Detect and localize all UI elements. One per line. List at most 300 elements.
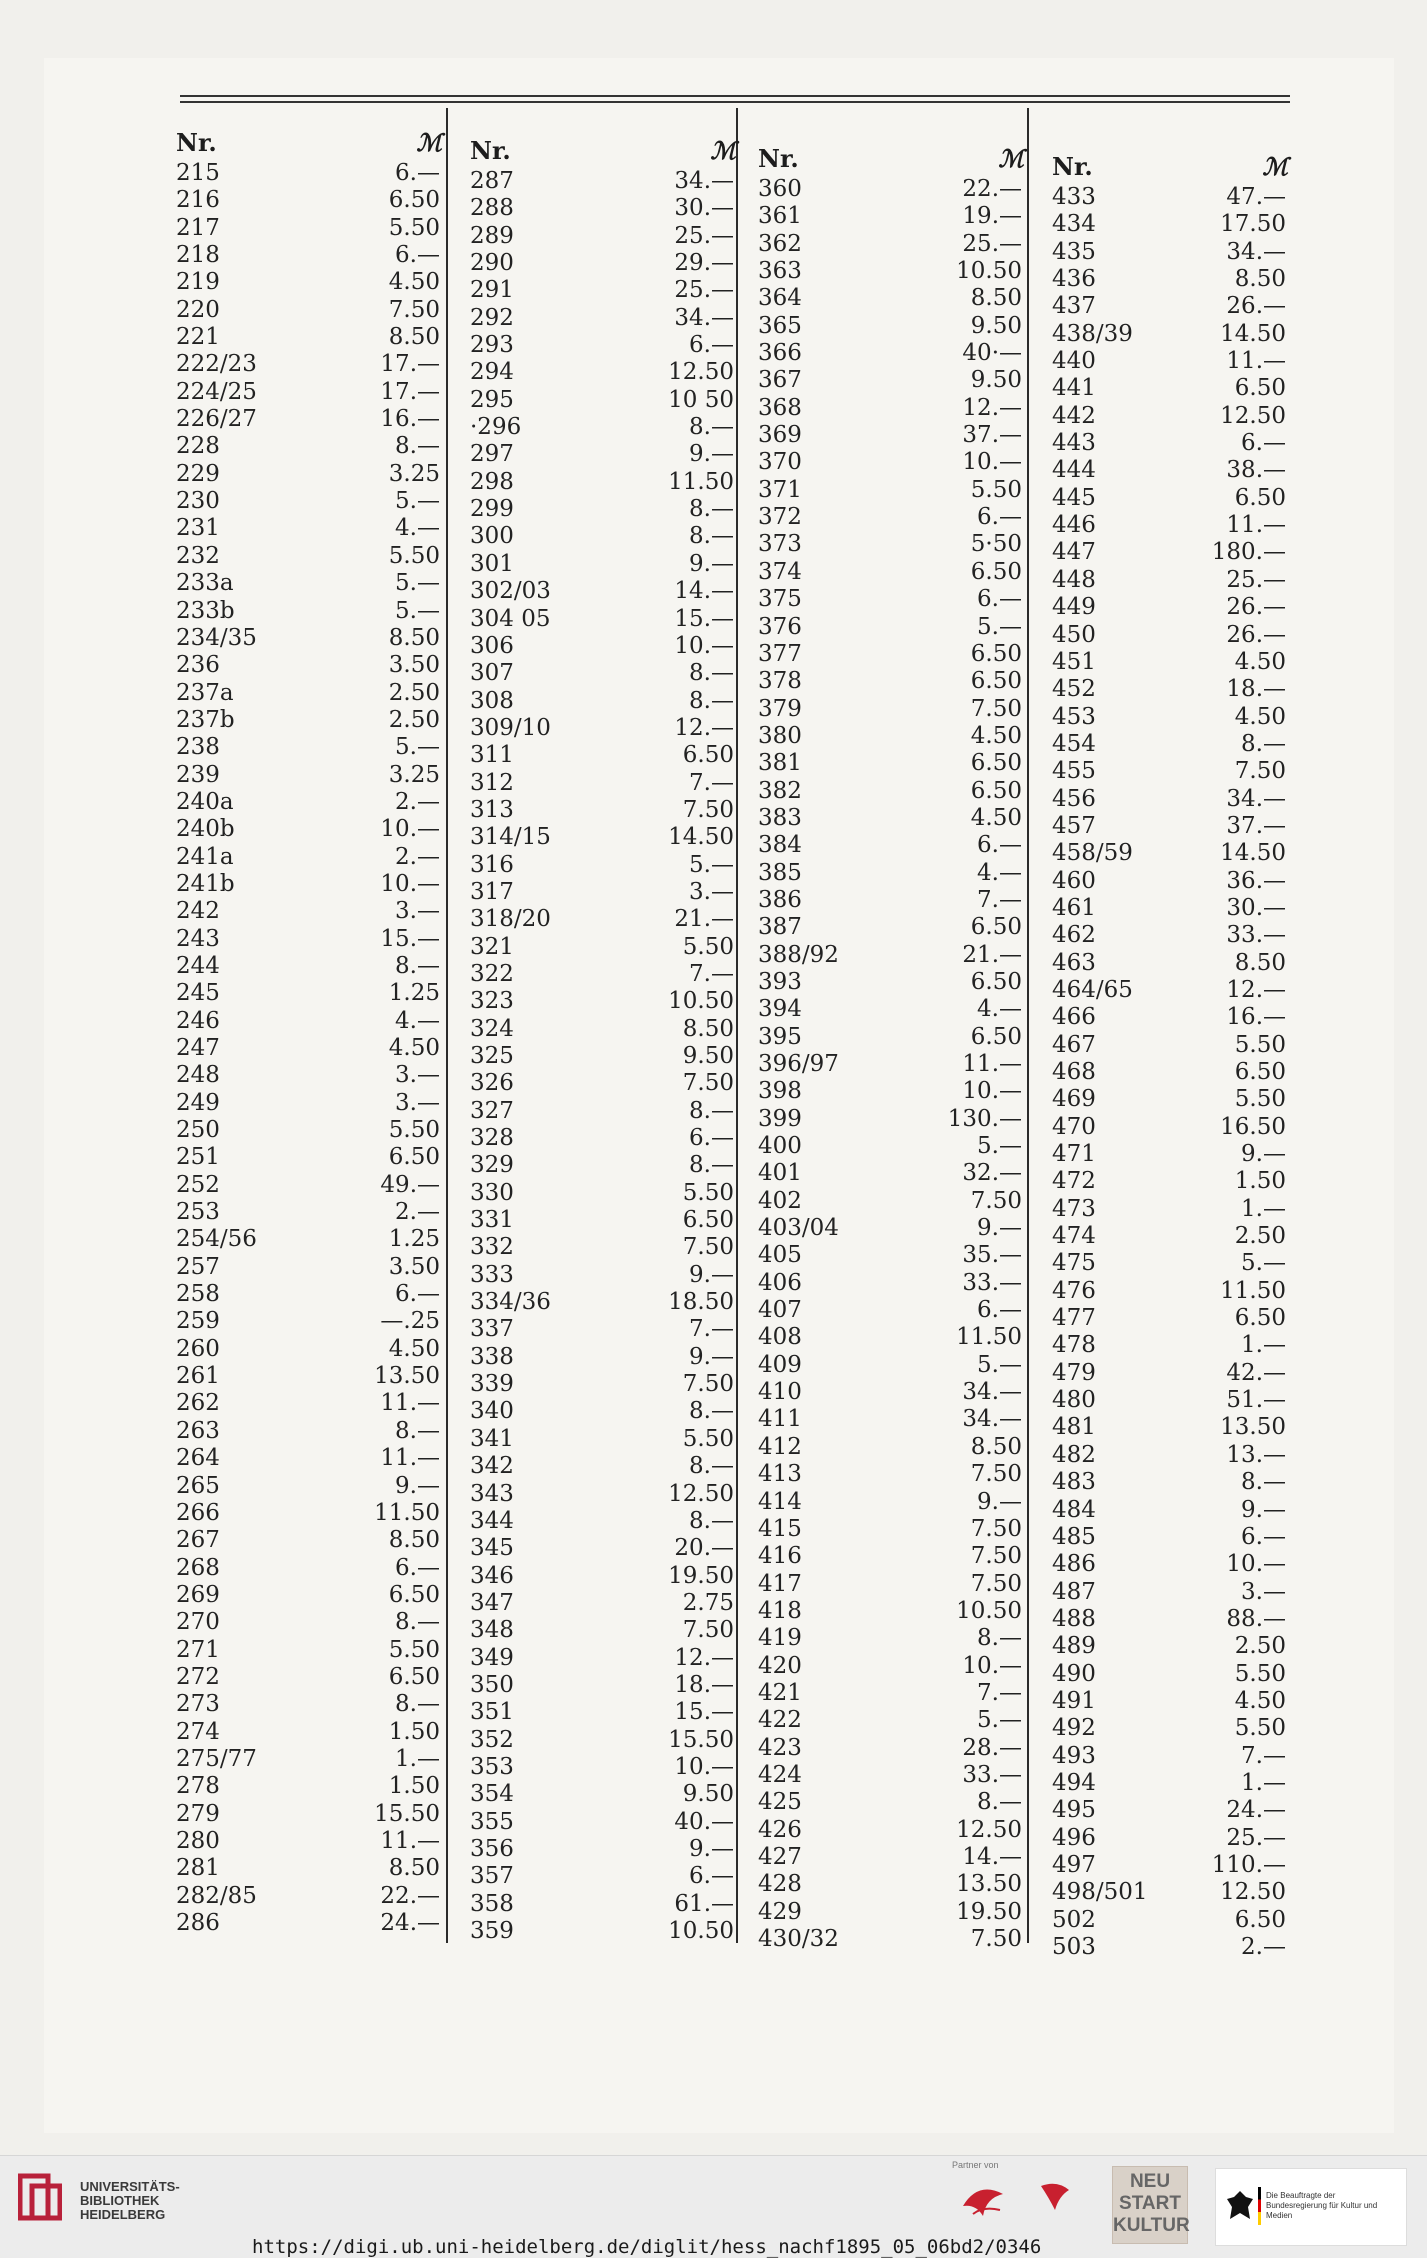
- table-row: [1052, 321, 1292, 348]
- lot-number: 362: [758, 230, 802, 257]
- lot-price: 6.—: [689, 332, 734, 359]
- lot-number: 239: [176, 761, 220, 788]
- lot-price: 4.—: [395, 1007, 440, 1034]
- lot-number: 349: [470, 1644, 514, 1671]
- table-row: [1052, 758, 1292, 785]
- lot-number: 352: [470, 1726, 514, 1753]
- lot-price: 6.—: [977, 504, 1022, 531]
- table-row: [470, 770, 740, 797]
- lot-price: 7.50: [970, 1543, 1022, 1570]
- lot-number: 466: [1052, 1004, 1096, 1031]
- lot-price: 6.50: [1234, 1305, 1286, 1332]
- lot-price: 6.—: [395, 242, 440, 269]
- lot-price: 110.—: [1211, 1851, 1286, 1878]
- bkm-logo[interactable]: [1215, 2168, 1407, 2246]
- lot-number: 341: [470, 1425, 514, 1452]
- table-row: [1052, 1688, 1292, 1715]
- lot-number: 290: [470, 250, 514, 277]
- partner-logo-icon[interactable]: [958, 2176, 1008, 2226]
- lot-price: 2.50: [1234, 1633, 1286, 1660]
- lot-number: 393: [758, 968, 802, 995]
- lot-price: 2.—: [395, 843, 440, 870]
- table-row: [1052, 184, 1292, 211]
- table-row: [1052, 1332, 1292, 1359]
- lot-number: 417: [758, 1570, 802, 1597]
- table-row: [176, 1390, 446, 1417]
- lot-price: 6.—: [1241, 430, 1286, 457]
- table-row: [470, 1617, 740, 1644]
- lot-number: 313: [470, 796, 514, 823]
- lot-number: 481: [1052, 1414, 1096, 1441]
- lot-number: 482: [1052, 1441, 1096, 1468]
- table-row: [758, 860, 1028, 887]
- lot-number: 442: [1052, 402, 1096, 429]
- table-row: [1052, 266, 1292, 293]
- table-row: [470, 1836, 740, 1863]
- lot-number: 485: [1052, 1523, 1096, 1550]
- lot-price: 15.50: [668, 1726, 734, 1753]
- lot-price: 6.50: [388, 1144, 440, 1171]
- lot-price: 10.50: [956, 258, 1022, 285]
- lot-number: 230: [176, 488, 220, 515]
- lot-number: 250: [176, 1117, 220, 1144]
- lot-number: 434: [1052, 211, 1096, 238]
- lot-number: 420: [758, 1652, 802, 1679]
- table-row: [1052, 1223, 1292, 1250]
- page-url[interactable]: https://digi.ub.uni-heidelberg.de/diglit/hess_nachf1895_05_06bd2/0346: [252, 2236, 1042, 2258]
- lot-number: 468: [1052, 1059, 1096, 1085]
- table-row: [1052, 457, 1292, 484]
- lot-number: 280: [176, 1827, 220, 1854]
- lot-price: 33.—: [1226, 922, 1286, 949]
- partner-logo-2-icon[interactable]: [1035, 2176, 1077, 2218]
- lot-number: 413: [758, 1461, 802, 1488]
- table-row: [176, 1719, 446, 1746]
- lot-price: 11.—: [380, 1827, 440, 1854]
- table-row: [758, 586, 1028, 613]
- lot-number: 343: [470, 1480, 514, 1507]
- lot-number: 486: [1052, 1551, 1096, 1578]
- table-row: [758, 1735, 1028, 1762]
- lot-price: 7.50: [682, 1070, 734, 1097]
- table-row: [176, 570, 446, 597]
- ub-heidelberg-logo[interactable]: [18, 2166, 178, 2230]
- lot-price: 34.—: [1226, 785, 1286, 812]
- table-row: [176, 680, 446, 707]
- lot-number: 302/03: [470, 578, 551, 605]
- table-row: [1052, 1825, 1292, 1852]
- lot-price: 8.—: [689, 523, 734, 550]
- table-row: [758, 1680, 1028, 1707]
- lot-price: 2.—: [1241, 1934, 1286, 1960]
- lot-number: 464/65: [1052, 976, 1133, 1003]
- table-row: [1052, 895, 1292, 922]
- table-row: [758, 1188, 1028, 1215]
- lot-number: 491: [1052, 1687, 1096, 1714]
- table-row: [176, 1801, 446, 1828]
- table-row: [176, 1363, 446, 1390]
- lot-price: 8.—: [395, 433, 440, 460]
- table-row: [758, 805, 1028, 832]
- lot-price: 3.25: [388, 460, 440, 487]
- lot-price: 1.—: [1241, 1195, 1286, 1222]
- lot-price: 20.—: [674, 1535, 734, 1562]
- table-row: [470, 852, 740, 879]
- lot-price: 16.—: [1226, 1004, 1286, 1031]
- lot-price: 38.—: [1226, 457, 1286, 484]
- table-row: [758, 887, 1028, 914]
- lot-price: 10.—: [674, 1753, 734, 1780]
- table-row: [758, 1817, 1028, 1844]
- lot-price: —.25: [380, 1308, 440, 1335]
- lot-number: 247: [176, 1035, 220, 1061]
- lot-price: 5.50: [682, 1179, 734, 1206]
- lot-price: 47.—: [1226, 184, 1286, 210]
- lot-number: 258: [176, 1281, 220, 1308]
- lot-number: 350: [470, 1671, 514, 1698]
- lot-price: 6.50: [682, 1207, 734, 1234]
- lot-number: 461: [1052, 894, 1096, 921]
- lot-price: 6.50: [970, 750, 1022, 777]
- lot-price: 25.—: [674, 222, 734, 249]
- lot-number: 279: [176, 1800, 220, 1827]
- table-row: [758, 1215, 1028, 1242]
- table-row: [176, 789, 446, 816]
- lot-number: 423: [758, 1734, 802, 1761]
- table-row: [176, 844, 446, 871]
- lot-number: 450: [1052, 621, 1096, 648]
- lot-price: 12.50: [1220, 1879, 1286, 1906]
- lot-number: 307: [470, 660, 514, 687]
- lot-price: 8.—: [689, 1507, 734, 1534]
- lot-price: 5.50: [388, 542, 440, 569]
- lot-price: 8.—: [689, 660, 734, 687]
- lot-number: 426: [758, 1816, 802, 1843]
- lot-number: 494: [1052, 1769, 1096, 1796]
- table-row: [470, 742, 740, 769]
- table-column-3: [758, 140, 1028, 1953]
- table-row: [176, 980, 446, 1007]
- table-row: [1052, 1305, 1292, 1332]
- table-row: [758, 1571, 1028, 1598]
- lot-number: 452: [1052, 676, 1096, 703]
- lot-number: 333: [470, 1261, 514, 1288]
- table-row: [470, 1508, 740, 1535]
- lot-price: 6.—: [1241, 1523, 1286, 1550]
- lot-price: 8.50: [388, 1527, 440, 1554]
- lot-price: 17.50: [1220, 211, 1286, 238]
- lot-price: 5.50: [1234, 1031, 1286, 1058]
- lot-number: 329: [470, 1152, 514, 1179]
- lot-number: 244: [176, 952, 220, 979]
- lot-number: 398: [758, 1078, 802, 1105]
- lot-number: 469: [1052, 1086, 1096, 1113]
- lot-number: 342: [470, 1453, 514, 1480]
- lot-number: 414: [758, 1488, 802, 1515]
- lot-number: 402: [758, 1187, 802, 1214]
- lot-number: 249: [176, 1089, 220, 1116]
- lot-number: 242: [176, 898, 220, 925]
- lot-price: 17.—: [380, 351, 440, 378]
- lot-price: 37.—: [962, 422, 1022, 449]
- table-row: [176, 1609, 446, 1636]
- lot-number: 260: [176, 1335, 220, 1362]
- lot-number: 375: [758, 586, 802, 613]
- lot-price: 1.—: [1241, 1769, 1286, 1796]
- lot-price: 4.50: [388, 269, 440, 296]
- lot-number: 334/36: [470, 1289, 551, 1316]
- lot-price: 5.—: [395, 488, 440, 515]
- table-row: [176, 1883, 446, 1910]
- lot-price: 14.50: [1220, 840, 1286, 867]
- lot-price: 5.50: [388, 1636, 440, 1663]
- lot-price: 37.—: [1226, 812, 1286, 839]
- table-row: [758, 832, 1028, 859]
- lot-price: 28.—: [962, 1734, 1022, 1761]
- lot-number: 489: [1052, 1633, 1096, 1660]
- lot-number: 435: [1052, 238, 1096, 265]
- table-row: [470, 633, 740, 660]
- lot-number: 407: [758, 1297, 802, 1324]
- lot-price: 3.—: [689, 878, 734, 905]
- lot-price: 33.—: [962, 1761, 1022, 1788]
- lot-price: 6.50: [970, 777, 1022, 804]
- table-row: [758, 1489, 1028, 1516]
- lot-number: 268: [176, 1554, 220, 1581]
- table-row: [470, 1863, 740, 1890]
- table-row: [470, 414, 740, 441]
- lot-price: 7.50: [970, 1187, 1022, 1214]
- lot-price: 12.50: [956, 1816, 1022, 1843]
- table-row: [1052, 1606, 1292, 1633]
- table-row: [176, 1035, 446, 1062]
- lot-price: 4.50: [388, 1335, 440, 1362]
- lot-price: 4.50: [1234, 648, 1286, 675]
- table-row: [176, 1664, 446, 1691]
- table-row: [470, 1016, 740, 1043]
- lot-price: 10.—: [962, 1652, 1022, 1679]
- lot-price: 10.—: [962, 1078, 1022, 1105]
- lot-number: 376: [758, 613, 802, 640]
- lot-number: 262: [176, 1390, 220, 1417]
- lot-number: 251: [176, 1144, 220, 1171]
- lot-number: 309/10: [470, 714, 551, 741]
- lot-price: 12.50: [668, 1480, 734, 1507]
- lot-price: 8.50: [388, 1855, 440, 1882]
- table-row: [758, 723, 1028, 750]
- table-row: [758, 1106, 1028, 1133]
- lot-number: 306: [470, 632, 514, 659]
- table-row: [1052, 1414, 1292, 1441]
- table-row: [176, 543, 446, 570]
- lot-number: 382: [758, 777, 802, 804]
- lot-number: 328: [470, 1125, 514, 1152]
- lot-price: 7.50: [388, 296, 440, 323]
- table-row: [470, 578, 740, 605]
- table-row: [470, 688, 740, 715]
- lot-number: 297: [470, 441, 514, 468]
- lot-number: 467: [1052, 1031, 1096, 1058]
- lot-price: 24.—: [380, 1910, 440, 1936]
- lot-number: 371: [758, 476, 802, 503]
- lot-price: 5.50: [970, 476, 1022, 503]
- lot-price: 19.50: [956, 1898, 1022, 1925]
- lot-price: 1.50: [388, 1773, 440, 1800]
- lot-price: 2.50: [388, 706, 440, 733]
- lot-price: 5.50: [388, 214, 440, 241]
- lot-price: 1.50: [1234, 1168, 1286, 1195]
- lot-number: 368: [758, 394, 802, 421]
- lot-price: 7.50: [970, 695, 1022, 722]
- lot-number: 401: [758, 1160, 802, 1187]
- lot-number: 387: [758, 914, 802, 941]
- table-row: [470, 523, 740, 550]
- neustart-kultur-logo[interactable]: NEU START KULTUR: [1112, 2166, 1188, 2244]
- lot-price: 24.—: [1226, 1797, 1286, 1824]
- table-row: [470, 195, 740, 222]
- table-row: [176, 406, 446, 433]
- lot-price: 7.50: [682, 1617, 734, 1644]
- table-row: [1052, 1086, 1292, 1113]
- lot-price: 8.—: [977, 1625, 1022, 1652]
- lot-price: 4.—: [977, 859, 1022, 886]
- lot-number: ·296: [470, 414, 522, 441]
- table-column-4: [1052, 148, 1292, 1961]
- table-row: [1052, 485, 1292, 512]
- lot-number: 447: [1052, 539, 1096, 566]
- table-row: [1052, 1032, 1292, 1059]
- lot-number: 484: [1052, 1496, 1096, 1523]
- lot-price: 49.—: [380, 1171, 440, 1198]
- lot-price: 2.—: [395, 1199, 440, 1226]
- table-row: [1052, 430, 1292, 457]
- lot-price: 2.50: [1234, 1223, 1286, 1250]
- lot-price: 15.—: [674, 1699, 734, 1726]
- lot-number: 226/27: [176, 406, 257, 433]
- lot-number: 289: [470, 222, 514, 249]
- lot-number: 483: [1052, 1469, 1096, 1496]
- lot-number: 474: [1052, 1223, 1096, 1250]
- lot-number: 429: [758, 1898, 802, 1925]
- lot-number: 448: [1052, 566, 1096, 593]
- lot-number: 385: [758, 859, 802, 886]
- table-row: [1052, 786, 1292, 813]
- lot-number: 363: [758, 258, 802, 285]
- lot-price: 8.—: [395, 1609, 440, 1636]
- lot-price: 11.—: [962, 1051, 1022, 1077]
- lot-number: 318/20: [470, 906, 551, 933]
- lot-price: 8.—: [689, 1097, 734, 1124]
- lot-price: 19.50: [668, 1562, 734, 1589]
- table-row: [758, 422, 1028, 449]
- table-row: [470, 1453, 740, 1480]
- lot-number: 496: [1052, 1824, 1096, 1851]
- table-row: [1052, 977, 1292, 1004]
- table-row: [470, 250, 740, 277]
- ub-logo-icon: [18, 2172, 62, 2222]
- lot-price: 14.—: [962, 1843, 1022, 1870]
- table-row: [1052, 1168, 1292, 1195]
- lot-price: 8.50: [970, 1433, 1022, 1460]
- lot-number: 224/25: [176, 378, 257, 405]
- lot-price: 26.—: [1226, 594, 1286, 621]
- lot-price: 9.—: [689, 1343, 734, 1370]
- lot-number: 446: [1052, 512, 1096, 539]
- lot-number: 281: [176, 1855, 220, 1882]
- lot-number: 317: [470, 878, 514, 905]
- lot-number: 359: [470, 1918, 514, 1944]
- table-row: [176, 625, 446, 652]
- lot-price: 9.50: [682, 1043, 734, 1069]
- table-row: [1052, 1907, 1292, 1934]
- table-row: [470, 606, 740, 633]
- table-row: [176, 1555, 446, 1582]
- lot-number: 456: [1052, 785, 1096, 812]
- lot-price: 5·50: [970, 531, 1022, 558]
- lot-number: 295: [470, 386, 514, 413]
- lot-price: 26.—: [1226, 293, 1286, 320]
- lot-number: 269: [176, 1581, 220, 1608]
- lot-price: 6.50: [970, 914, 1022, 941]
- lot-price: 8.—: [1241, 730, 1286, 757]
- table-row: [758, 285, 1028, 312]
- lot-number: 259: [176, 1308, 220, 1335]
- header-mark-currency: ℳ: [416, 128, 442, 157]
- lot-number: 388/92: [758, 941, 839, 968]
- lot-number: 396/97: [758, 1051, 839, 1077]
- lot-number: 488: [1052, 1605, 1096, 1632]
- lot-number: 373: [758, 531, 802, 558]
- table-row: [758, 750, 1028, 777]
- lot-number: 292: [470, 304, 514, 331]
- lot-price: 32.—: [962, 1160, 1022, 1187]
- partner-label: Partner von: [952, 2160, 999, 2170]
- lot-price: 7.—: [977, 1679, 1022, 1706]
- lot-number: 293: [470, 332, 514, 359]
- lot-number: 346: [470, 1562, 514, 1589]
- table-row: [176, 297, 446, 324]
- table-row: [470, 1481, 740, 1508]
- lot-number: 444: [1052, 457, 1096, 484]
- lot-price: 6.50: [1234, 1906, 1286, 1933]
- lot-number: 380: [758, 722, 802, 749]
- table-row: [1052, 1250, 1292, 1277]
- lot-number: 312: [470, 769, 514, 796]
- lot-number: 325: [470, 1043, 514, 1069]
- lot-number: 351: [470, 1699, 514, 1726]
- lot-price: 9.50: [970, 367, 1022, 394]
- table-row: [1052, 211, 1292, 238]
- lot-number: 282/85: [176, 1882, 257, 1909]
- table-row: [176, 1773, 446, 1800]
- lot-number: 264: [176, 1445, 220, 1472]
- lot-price: 8.50: [682, 1015, 734, 1042]
- table-row: [176, 1637, 446, 1664]
- table-row: [1052, 1579, 1292, 1606]
- top-double-rule-2: [180, 101, 1290, 103]
- lot-number: 428: [758, 1871, 802, 1898]
- table-row: [176, 160, 446, 187]
- lot-price: 9.50: [970, 312, 1022, 339]
- table-row: [176, 1281, 446, 1308]
- lot-price: 8.50: [388, 624, 440, 651]
- lot-price: 12.—: [962, 394, 1022, 421]
- lot-number: 254/56: [176, 1226, 257, 1253]
- lot-price: 8.—: [689, 687, 734, 714]
- lot-number: 327: [470, 1097, 514, 1124]
- lot-number: 367: [758, 367, 802, 394]
- lot-price: 8.50: [970, 285, 1022, 312]
